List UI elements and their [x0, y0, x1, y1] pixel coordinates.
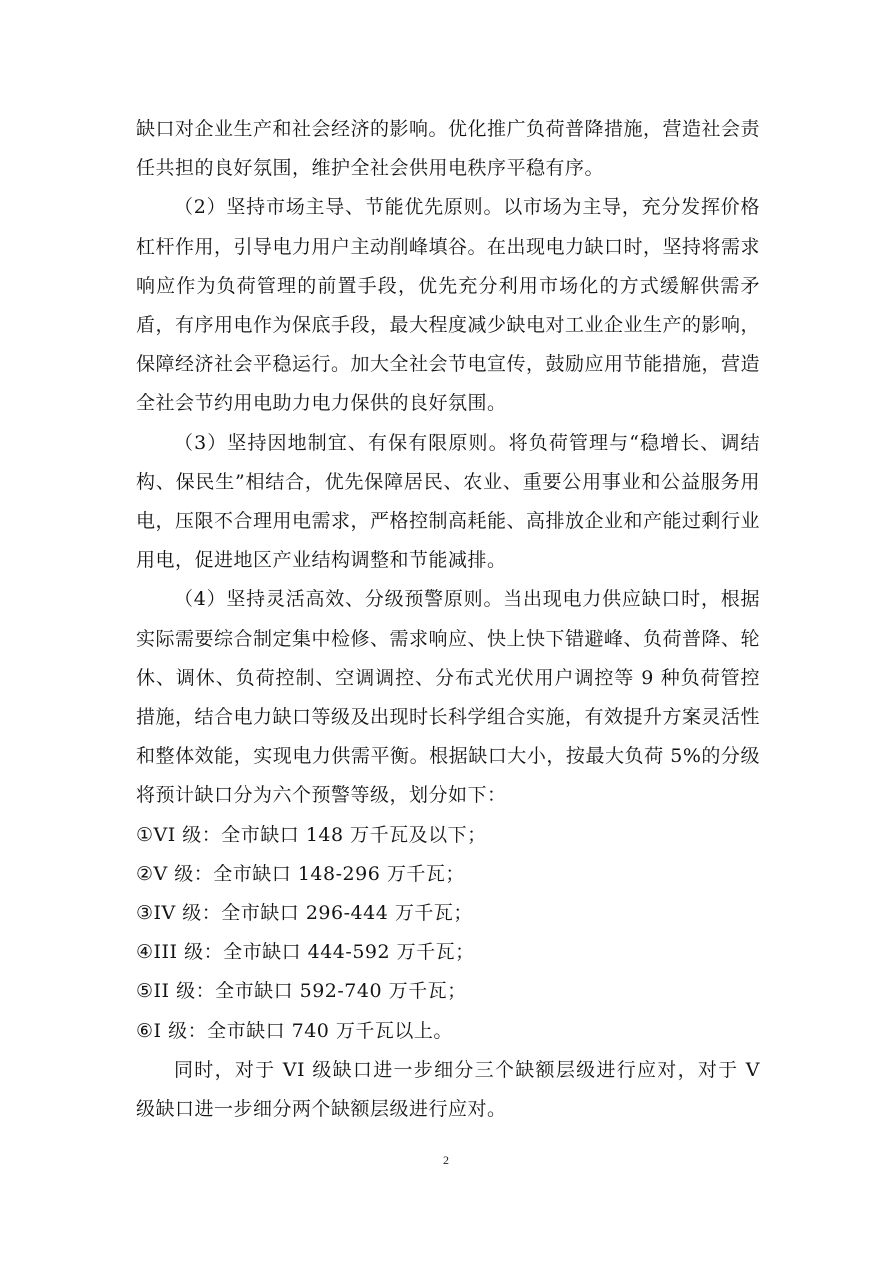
paragraph-closing: 同时，对于 VI 级缺口进一步细分三个缺额层级进行应对，对于 V 级缺口进一步细分两个缺额层级进行应对。: [136, 1058, 760, 1121]
warning-level-item: ③IV 级：全市缺口 296-444 万千瓦；: [136, 902, 473, 925]
warning-level-item: ⑥I 级：全市缺口 740 万千瓦以上。: [136, 1019, 453, 1042]
warning-level-item: ⑤II 级：全市缺口 592-740 万千瓦；: [136, 980, 467, 1003]
warning-level-item: ②V 级：全市缺口 148-296 万千瓦；: [136, 862, 465, 885]
page-number: 2: [443, 1153, 449, 1167]
paragraph-local-principle: （3）坚持因地制宜、有保有限原则。将负荷管理与“稳增长、调结构、保民生”相结合，优先保障居民、农业、重要公用事业和公益服务用电，压限不合理用电需求，严格控制高耗能、高排放企业和产能过剩行业用电，促进地区产业结构调整和节能减排。: [136, 431, 761, 572]
paragraph-market-principle: （2）坚持市场主导、节能优先原则。以市场为主导，充分发挥价格杠杆作用，引导电力用户主动削峰填谷。在出现电力缺口时，坚持将需求响应作为负荷管理的前置手段，优先充分利用市场化的方式缓解供需矛盾，有序用电作为保底手段，最大程度减少缺电对工业企业生产的影响，保障经济社会平稳运行。加大全社会节电宣传，鼓励应用节能措施，营造全社会节约用电助力电力保供的良好氛围。: [136, 196, 761, 415]
paragraph-continuation: 缺口对企业生产和社会经济的影响。优化推广负荷普降措施，营造社会责任共担的良好氛围，维护全社会供用电秩序平稳有序。: [136, 118, 761, 180]
warning-level-item: ④III 级：全市缺口 444-592 万千瓦；: [136, 941, 475, 964]
document-body: [136, 110, 760, 1129]
warning-level-item: ①VI 级：全市缺口 148 万千瓦及以下；: [136, 823, 487, 846]
paragraph-warning-principle: （4）坚持灵活高效、分级预警原则。当出现电力供应缺口时，根据实际需要综合制定集中检修、需求响应、快上快下错避峰、负荷普降、轮休、调休、负荷控制、空调调控、分布式光伏用户调控等 9 种负荷管控措施，结合电力缺口等级及出现时长科学组合实施，有效提升方案灵活性和整体效能，实现电力供需平衡。根据缺口大小，按最大负荷 5%的分级将预计缺口分为六个预警等级，划分如下：: [136, 588, 761, 807]
